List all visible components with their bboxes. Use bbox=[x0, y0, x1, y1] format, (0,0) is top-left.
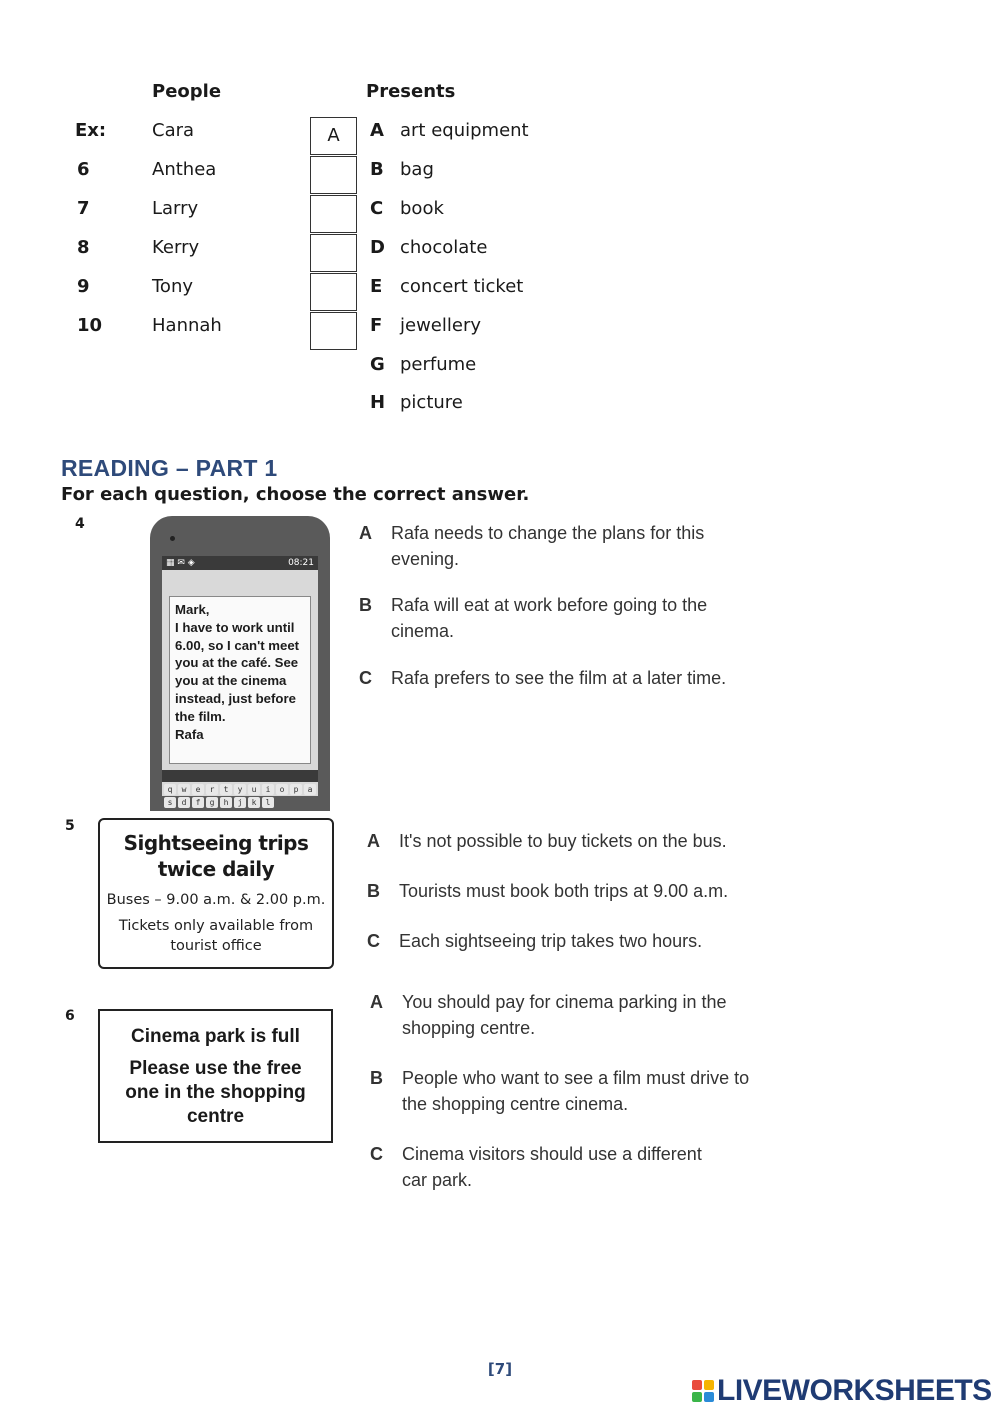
present-text: jewellery bbox=[400, 315, 481, 336]
keyboard bbox=[164, 784, 316, 808]
notice-heading bbox=[100, 830, 332, 882]
heading-line: twice daily bbox=[157, 857, 275, 881]
option-letter: C bbox=[359, 668, 372, 688]
keyboard-key: o bbox=[276, 784, 288, 795]
option-letter: A bbox=[370, 992, 383, 1012]
logo-square bbox=[692, 1392, 702, 1402]
option-text: People who want to see a film must drive to the shopping centre cinema. bbox=[402, 1068, 750, 1114]
present-text: art equipment bbox=[400, 120, 529, 141]
question-number-6: 6 bbox=[65, 1008, 75, 1024]
message-line: 6.00, so I can't meet bbox=[175, 637, 300, 653]
present-letter: D bbox=[370, 237, 385, 258]
answer-box-6[interactable] bbox=[310, 156, 357, 194]
option-a[interactable] bbox=[367, 828, 767, 854]
notice-line: Please use the free bbox=[129, 1058, 302, 1079]
people-header: People bbox=[152, 81, 222, 102]
nav-bar bbox=[162, 770, 318, 782]
logo-text: LIVEWORKSHEETS bbox=[717, 1374, 992, 1407]
answer-box-9[interactable] bbox=[310, 273, 357, 311]
page-number: [7] bbox=[487, 1360, 513, 1378]
presents-header: Presents bbox=[366, 81, 456, 102]
present-letter: F bbox=[370, 315, 383, 336]
camera-dot bbox=[170, 536, 175, 541]
option-b[interactable] bbox=[367, 878, 767, 904]
keyboard-key: q bbox=[164, 784, 176, 795]
row-number: 9 bbox=[77, 276, 90, 297]
present-letter: A bbox=[370, 120, 384, 141]
keyboard-key: w bbox=[178, 784, 190, 795]
option-letter: A bbox=[359, 523, 372, 543]
keyboard-key: l bbox=[262, 797, 274, 808]
answer-box-7[interactable] bbox=[310, 195, 357, 233]
keyboard-key: r bbox=[206, 784, 218, 795]
heading-line: Sightseeing trips bbox=[123, 831, 309, 855]
status-time: 08:21 bbox=[288, 558, 314, 568]
keyboard-key: f bbox=[192, 797, 204, 808]
option-text: Tourists must book both trips at 9.00 a.m. bbox=[399, 881, 729, 901]
option-text: It's not possible to buy tickets on the bus. bbox=[399, 831, 727, 851]
message-line: the film. bbox=[175, 708, 226, 724]
liveworksheets-logo bbox=[692, 1374, 992, 1408]
person-name: Larry bbox=[152, 198, 199, 219]
option-letter: B bbox=[367, 881, 380, 901]
notice-tickets bbox=[100, 916, 332, 956]
option-text: Rafa prefers to see the film at a later time. bbox=[391, 668, 727, 688]
notice-heading: Cinema park is full bbox=[131, 1026, 300, 1047]
present-text: chocolate bbox=[400, 237, 488, 258]
keyboard-key: d bbox=[178, 797, 190, 808]
present-letter: H bbox=[370, 392, 386, 413]
message-line: I have to work until bbox=[175, 619, 295, 635]
status-icons: ▦ ✉ ◈ bbox=[166, 558, 195, 568]
notice-line: Tickets only available from bbox=[118, 918, 314, 934]
status-bar bbox=[162, 556, 318, 570]
notice-line: centre bbox=[186, 1106, 245, 1127]
notice-line: tourist office bbox=[170, 938, 262, 954]
keyboard-key: t bbox=[220, 784, 232, 795]
text-message bbox=[169, 596, 311, 764]
option-text: Each sightseeing trip takes two hours. bbox=[399, 931, 703, 951]
row-number: 8 bbox=[77, 237, 90, 258]
section-instruction: For each question, choose the correct answer. bbox=[61, 484, 530, 505]
option-text: You should pay for cinema parking in the shopping centre. bbox=[402, 992, 727, 1038]
logo-square bbox=[704, 1380, 714, 1390]
option-c[interactable] bbox=[367, 928, 767, 954]
keyboard-key: u bbox=[248, 784, 260, 795]
option-a[interactable] bbox=[370, 989, 760, 1041]
present-letter: C bbox=[370, 198, 384, 219]
message-line: Rafa bbox=[175, 726, 204, 742]
option-c[interactable] bbox=[370, 1141, 730, 1193]
section-title: READING – PART 1 bbox=[61, 455, 278, 481]
row-number: 6 bbox=[77, 159, 90, 180]
keyboard-key: k bbox=[248, 797, 260, 808]
option-letter: B bbox=[359, 595, 372, 615]
option-b[interactable] bbox=[359, 592, 729, 644]
option-letter: A bbox=[367, 831, 380, 851]
notice-line: one in the shopping bbox=[125, 1082, 306, 1103]
phone-image bbox=[150, 516, 330, 811]
option-c[interactable] bbox=[359, 665, 759, 691]
question-number-4: 4 bbox=[75, 516, 85, 532]
notice-times: Buses – 9.00 a.m. & 2.00 p.m. bbox=[106, 892, 326, 908]
option-letter: B bbox=[370, 1068, 383, 1088]
row-number: Ex: bbox=[75, 120, 107, 141]
row-number: 7 bbox=[77, 198, 90, 219]
present-text: picture bbox=[400, 392, 463, 413]
keyboard-key: p bbox=[290, 784, 302, 795]
present-text: book bbox=[400, 198, 444, 219]
question-number-5: 5 bbox=[65, 818, 75, 834]
cinema-park-notice bbox=[98, 1009, 333, 1143]
logo-icon bbox=[692, 1380, 714, 1402]
keyboard-key: y bbox=[234, 784, 246, 795]
sightseeing-notice bbox=[98, 818, 334, 969]
option-b[interactable] bbox=[370, 1065, 760, 1117]
message-line: instead, just before bbox=[175, 690, 296, 706]
keyboard-key: a bbox=[304, 784, 316, 795]
keyboard-key: s bbox=[164, 797, 176, 808]
notice-body bbox=[100, 1057, 331, 1129]
person-name: Anthea bbox=[152, 159, 217, 180]
person-name: Hannah bbox=[152, 315, 222, 336]
option-text: Cinema visitors should use a different car park. bbox=[402, 1144, 702, 1190]
present-letter: B bbox=[370, 159, 384, 180]
present-letter: E bbox=[370, 276, 383, 297]
option-letter: C bbox=[367, 931, 380, 951]
present-letter: G bbox=[370, 354, 385, 375]
answer-box-8[interactable] bbox=[310, 234, 357, 272]
phone-screen bbox=[162, 556, 318, 796]
person-name: Tony bbox=[152, 276, 194, 297]
message-line: you at the café. See bbox=[175, 655, 299, 671]
message-line: Mark, bbox=[175, 602, 210, 617]
option-letter: C bbox=[370, 1144, 383, 1164]
present-text: concert ticket bbox=[400, 276, 524, 297]
keyboard-key: j bbox=[234, 797, 246, 808]
logo-square bbox=[704, 1392, 714, 1402]
keyboard-key: e bbox=[192, 784, 204, 795]
answer-box-10[interactable] bbox=[310, 312, 357, 350]
answer-box-example: A bbox=[310, 117, 357, 155]
option-a[interactable] bbox=[359, 520, 729, 572]
keyboard-key: g bbox=[206, 797, 218, 808]
option-text: Rafa needs to change the plans for this evening. bbox=[391, 523, 705, 569]
person-name: Kerry bbox=[152, 237, 200, 258]
keyboard-key: h bbox=[220, 797, 232, 808]
person-name: Cara bbox=[152, 120, 195, 141]
option-text: Rafa will eat at work before going to the cinema. bbox=[391, 595, 708, 641]
row-number: 10 bbox=[77, 315, 103, 336]
message-line: you at the cinema bbox=[175, 673, 287, 689]
logo-square bbox=[692, 1380, 702, 1390]
keyboard-key: i bbox=[262, 784, 274, 795]
present-text: bag bbox=[400, 159, 434, 180]
present-text: perfume bbox=[400, 354, 477, 375]
